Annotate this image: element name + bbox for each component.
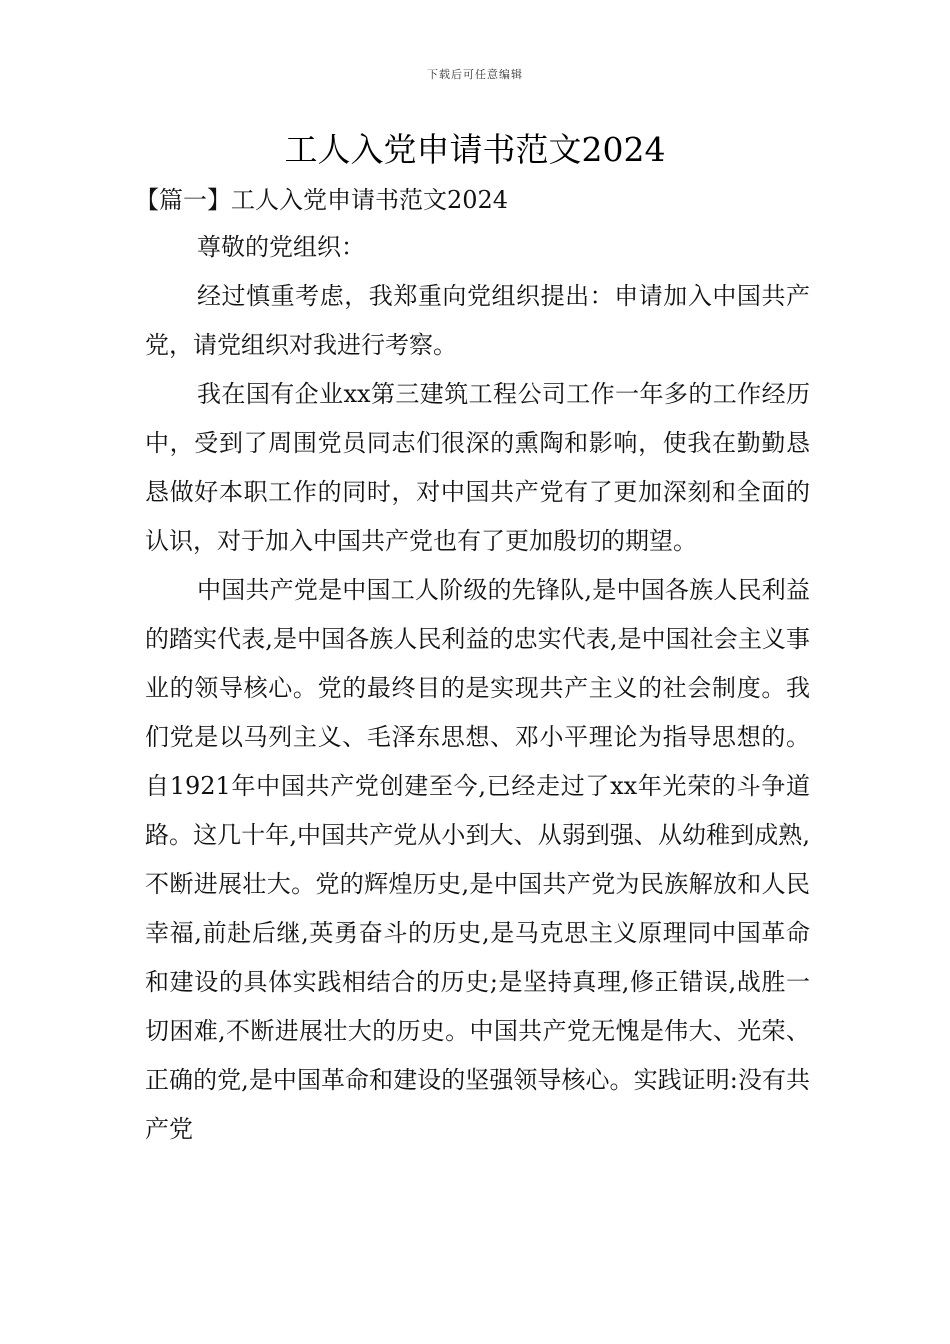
section-heading: 【篇一】工人入党申请书范文2024 — [135, 186, 509, 214]
paragraph-2: 我在国有企业xx第三建筑工程公司工作一年多的工作经历中，受到了周围党员同志们很深的熏陶和影响，使我在勤勤恳恳做好本职工作的同时，对中国共产党有了更加深刻和全面的认识，对于加入中国共产党也有了更加殷切的期望。 — [145, 380, 810, 555]
paragraph-3: 中国共产党是中国工人阶级的先锋队,是中国各族人民利益的踏实代表,是中国各族人民利益的忠实代表,是中国社会主义事业的领导核心。党的最终目的是实现共产主义的社会制度。我们党是以马列主义、毛泽东思想、邓小平理论为指导思想的。自1921年中国共产党创建至今,已经走过了xx年光荣的斗争道路。这几十年,中国共产党从小到大、从弱到强、从幼稚到成熟,不断进展壮大。党的辉煌历史,是中国共产党为民族解放和人民幸福,前赴后继,英勇奋斗的历史,是马克思主义原理同中国革命和建设的具体实践相结合的历史;是坚持真理,修正错误,战胜一切困难,不断进展壮大的历史。中国共产党无愧是伟大、光荣、正确的党,是中国革命和建设的坚强领导核心。实践证明:没有共产党 — [145, 576, 810, 1143]
document-title: 工人入党申请书范文2024 — [284, 130, 666, 169]
paragraph-1: 经过慎重考虑，我郑重向党组织提出：申请加入中国共产党，请党组织对我进行考察。 — [145, 282, 810, 359]
salutation: 尊敬的党组织： — [197, 233, 365, 261]
document-body — [135, 179, 810, 1154]
header-note: 下载后可任意编辑 — [427, 68, 523, 81]
